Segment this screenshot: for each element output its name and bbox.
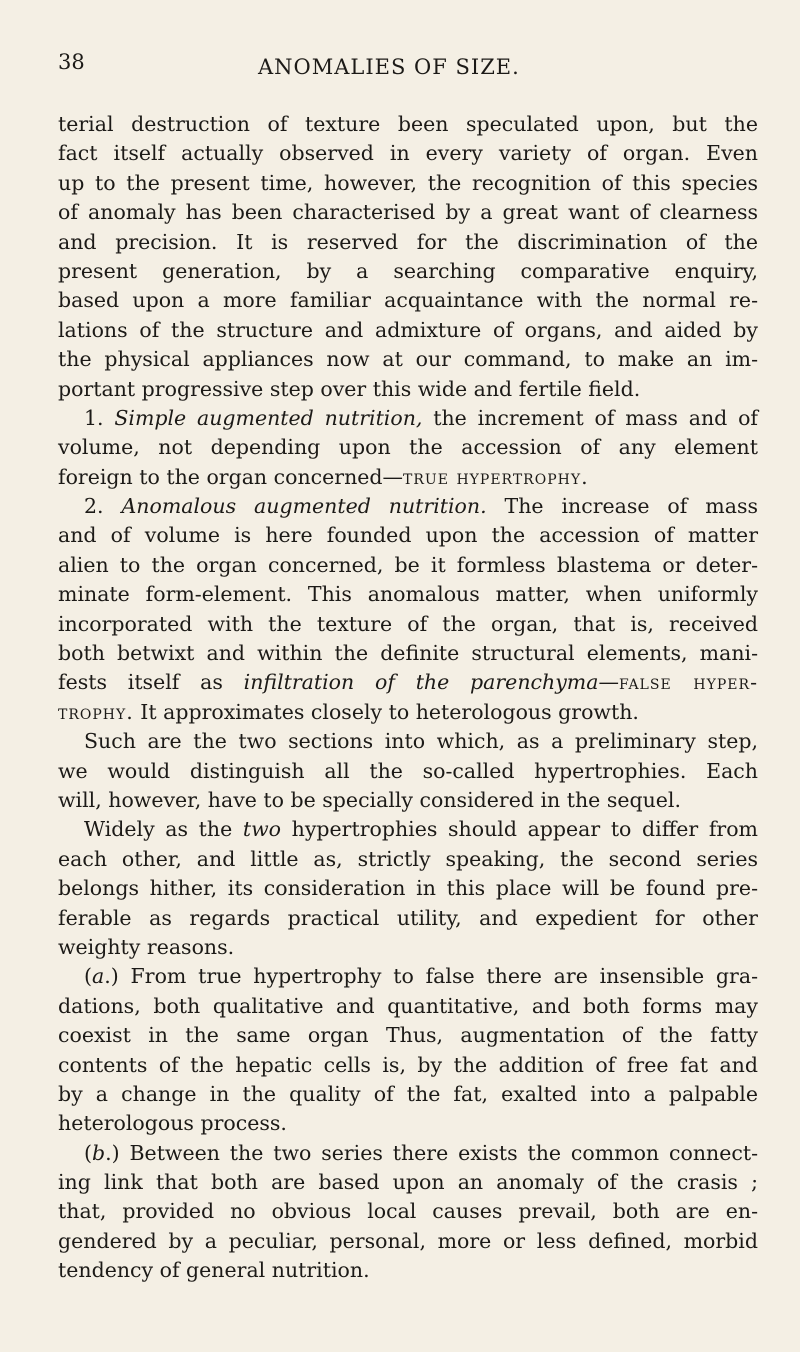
text-line: gendered by a peculiar, personal, more or less defined, morbid [58,1228,758,1253]
text-line: contents of the hepatic cells is, by the addition of free fat and [58,1052,758,1077]
text-line: (a.) From true hypertrophy to false there are insensible gra- [84,964,758,989]
text-line: Widely as the two hypertrophies should appear to differ from [84,817,758,842]
text-line: volume, not depending upon the accession of any element [58,435,758,460]
text-line: each other, and little as, strictly speaking, the second series [58,846,758,871]
text-line: foreign to the organ concerned—true hypertrophy. [58,464,589,489]
text-line: by a change in the quality of the fat, exalted into a palpable [58,1081,758,1106]
text-line: portant progressive step over this wide and fertile field. [58,376,641,401]
text-line: incorporated with the texture of the organ, that is, received [58,611,758,636]
text-line: belongs hither, its consideration in this place will be found pre- [58,876,758,901]
text-line: 2. Anomalous augmented nutrition. The increase of mass [84,494,758,519]
text-line: that, provided no obvious local causes prevail, both are en- [58,1199,758,1224]
text-line: and of volume is here founded upon the accession of matter [58,523,758,548]
text-line: and precision. It is reserved for the discrimination of the [58,229,758,254]
text-line: the physical appliances now at our command, to make an im- [58,347,758,372]
text-line: up to the present time, however, the recognition of this species [58,170,758,195]
text-line: will, however, have to be specially considered in the sequel. [58,787,682,812]
text-line: present generation, by a searching comparative enquiry, [58,258,758,283]
running-head: ANOMALIES OF SIZE. [258,55,520,79]
text-line: ferable as regards practical utility, and expedient for other [58,905,758,930]
body-text [58,110,758,1286]
text-line: minate form-element. This anomalous matter, when uniformly [58,582,758,607]
text-line: terial destruction of texture been speculated upon, but the [58,112,758,136]
text-line: trophy. It approximates closely to heterologous growth. [58,699,639,724]
text-line: ing link that both are based upon an anomaly of the crasis ; [58,1170,758,1195]
text-line: heterologous process. [58,1111,287,1136]
text-line: both betwixt and within the definite structural elements, mani- [58,641,758,666]
page-number: 38 [58,50,85,74]
text-line: fests itself as infiltration of the parenchyma—false hyper- [58,670,758,695]
text-line: alien to the organ concerned, be it formless blastema or deter- [58,552,758,577]
text-line: we would distinguish all the so-called hypertrophies. Each [58,758,758,783]
text-line: 1. Simple augmented nutrition, the increment of mass and of [84,405,758,430]
text-line: Such are the two sections into which, as a preliminary step, [84,729,758,754]
text-line: dations, both qualitative and quantitative, and both forms may [58,993,758,1018]
text-line: (b.) Between the two series there exists the common connect- [84,1140,758,1165]
text-line: based upon a more familiar acquaintance with the normal re- [58,288,758,313]
text-line: lations of the structure and admixture of organs, and aided by [58,317,758,342]
text-line: weighty reasons. [58,934,235,959]
text-line: of anomaly has been characterised by a great want of clearness [58,200,758,225]
text-line: fact itself actually observed in every variety of organ. Even [58,141,758,166]
text-line: coexist in the same organ Thus, augmentation of the fatty [58,1023,758,1048]
text-line: tendency of general nutrition. [58,1258,370,1283]
